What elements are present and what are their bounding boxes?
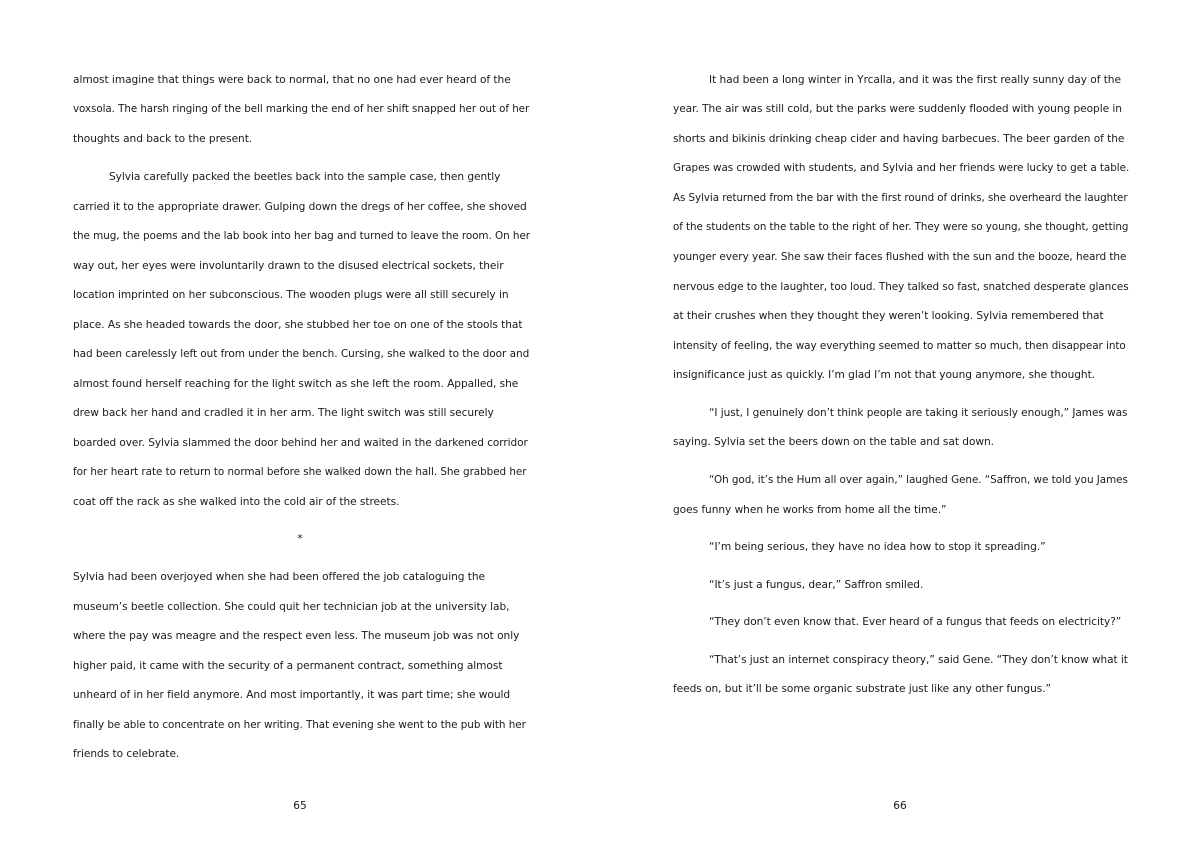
text-line: location imprinted on her subconscious. The wooden plugs were all still securely in [73, 289, 509, 301]
paragraph-first-line: “Oh god, it’s the Hum all over again,” laughed Gene. “Saffron, we told you James [709, 474, 1128, 486]
text-line: nervous edge to the laughter, too loud. They talked so fast, snatched desperate glances [673, 281, 1129, 293]
text-line: carried it to the appropriate drawer. Gulping down the dregs of her coffee, she shoved [73, 201, 527, 213]
text-line: way out, her eyes were involuntarily drawn to the disused electrical sockets, their [73, 260, 504, 272]
text-line: unheard of in her field anymore. And most importantly, it was part time; she would [73, 689, 511, 701]
paragraph-first-line: “They don’t even know that. Ever heard of a fungus that feeds on electricity?” [709, 616, 1122, 628]
text-line: saying. Sylvia set the beers down on the table and sat down. [673, 436, 994, 448]
text-line: where the pay was meagre and the respect even less. The museum job was not only [73, 630, 520, 642]
text-line: younger every year. She saw their faces flushed with the sun and the booze, heard the [673, 251, 1127, 263]
text-line: feeds on, but it’ll be some organic substrate just like any other fungus.” [673, 683, 1051, 695]
text-line: boarded over. Sylvia slammed the door behind her and waited in the darkened corridor [73, 437, 528, 449]
text-line: Grapes was crowded with students, and Sylvia and her friends were lucky to get a table. [673, 162, 1130, 174]
paragraph-first-line: “I’m being serious, they have no idea how to stop it spreading.” [709, 541, 1046, 553]
text-line: almost found herself reaching for the light switch as she left the room. Appalled, she [73, 378, 519, 390]
text-line: place. As she headed towards the door, she stubbed her toe on one of the stools that [73, 319, 523, 331]
right-page [600, 0, 1200, 849]
section-break-asterisk: * [297, 533, 303, 545]
text-line: insignificance just as quickly. I’m glad I’m not that young anymore, she thought. [673, 369, 1095, 381]
text-line: coat off the rack as she walked into the cold air of the streets. [73, 496, 400, 508]
text-line: Sylvia had been overjoyed when she had been offered the job cataloguing the [73, 571, 485, 583]
text-line: finally be able to concentrate on her writing. That evening she went to the pub with her [73, 719, 526, 731]
paragraph-first-line: It had been a long winter in Yrcalla, and it was the first really sunny day of the [709, 74, 1121, 86]
text-line: had been carelessly left out from under the bench. Cursing, she walked to the door and [73, 348, 530, 360]
text-line: goes funny when he works from home all the time.” [673, 504, 947, 516]
paragraph-first-line: Sylvia carefully packed the beetles back into the sample case, then gently [109, 171, 501, 183]
paragraph-first-line: “I just, I genuinely don’t think people are taking it seriously enough,” James was [709, 407, 1128, 419]
page-number: 66 [893, 800, 907, 812]
text-line: friends to celebrate. [73, 748, 180, 760]
text-line: almost imagine that things were back to normal, that no one had ever heard of the [73, 74, 511, 86]
text-line: shorts and bikinis drinking cheap cider and having barbecues. The beer garden of the [673, 133, 1125, 145]
text-line: the mug, the poems and the lab book into her bag and turned to leave the room. On her [73, 230, 531, 242]
text-line: for her heart rate to return to normal before she walked down the hall. She grabbed her [73, 466, 527, 478]
text-line: As Sylvia returned from the bar with the first round of drinks, she overheard the laughter [673, 192, 1128, 204]
text-line: higher paid, it came with the security of a permanent contract, something almost [73, 660, 503, 672]
text-line: museum’s beetle collection. She could quit her technician job at the university lab, [73, 601, 510, 613]
paragraph-first-line: “It’s just a fungus, dear,” Saffron smiled. [709, 579, 924, 591]
page-number: 65 [293, 800, 307, 812]
text-line: of the students on the table to the right of her. They were so young, she thought, getting [673, 221, 1129, 233]
paragraph-first-line: “That’s just an internet conspiracy theory,” said Gene. “They don’t know what it [709, 654, 1128, 666]
text-line: year. The air was still cold, but the parks were suddenly flooded with young people in [673, 103, 1122, 115]
text-line: intensity of feeling, the way everything seemed to matter so much, then disappear into [673, 340, 1126, 352]
text-line: thoughts and back to the present. [73, 133, 253, 145]
text-line: drew back her hand and cradled it in her arm. The light switch was still securely [73, 407, 494, 419]
text-line: voxsola. The harsh ringing of the bell marking the end of her shift snapped her out of her [73, 103, 530, 115]
text-line: at their crushes when they thought they weren’t looking. Sylvia remembered that [673, 310, 1104, 322]
